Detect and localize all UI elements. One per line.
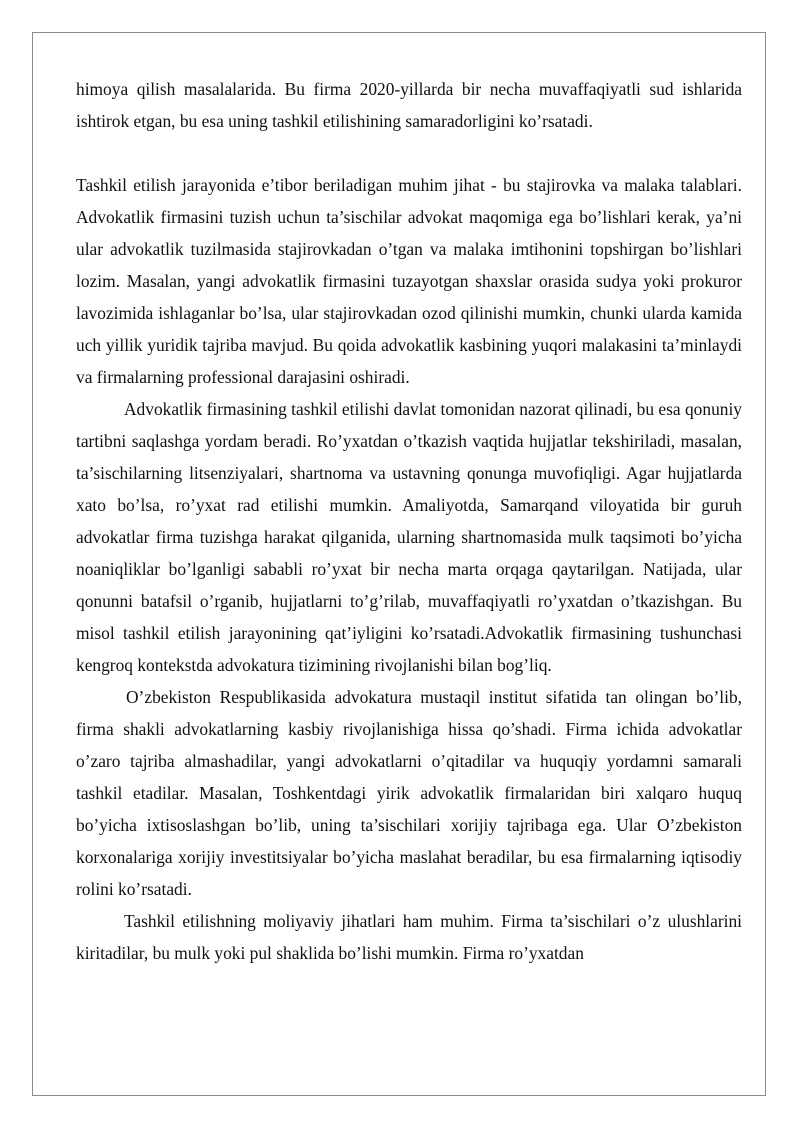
- paragraph: O’zbekiston Respublikasida advokatura mustaqil institut sifatida tan olingan bo’lib, firma shakli advokatlarning kasbiy rivojlanishiga hissa qo’shadi. Firma ichida advokatlar o’zaro tajriba almashadilar, yangi advokatlarni o’qitadilar va huquqiy yordamni samarali tashkil etadilar. Masalan, Toshkentdagi yirik advokatlik firmalaridan biri xalqaro huquq bo’yicha ixtisoslashgan bo’lib, uning ta’sischilari xorijiy tajribaga ega. Ular O’zbekiston korxonalariga xorijiy investitsiyalar bo’yicha maslahat beradilar, bu esa firmalarning iqtisodiy rolini ko’rsatadi.: [76, 687, 742, 899]
- paragraph: himoya qilish masalalarida. Bu firma 2020-yillarda bir necha muvaffaqiyatli sud ishlarida ishtirok etgan, bu esa uning tashkil etilishining samaradorligini ko’rsatadi.: [76, 79, 742, 131]
- paragraph: Tashkil etilish jarayonida e’tibor beriladigan muhim jihat - bu stajirovka va malaka talablari. Advokatlik firmasini tuzish uchun ta’sischilar advokat maqomiga ega bo’lishlari kerak, ya’ni ular advokatlik tuzilmasida stajirovkadan o’tgan va malaka imtihonini topshirgan bo’lishlari lozim. Masalan, yangi advokatlik firmasini tuzayotgan shaxslar orasida sudya yoki prokuror lavozimida ishlaganlar bo’lsa, ular stajirovkadan ozod qilinishi mumkin, chunki ularda kamida uch yillik yuridik tajriba mavjud. Bu qoida advokatlik kasbining yuqori malakasini ta’minlaydi va firmalarning professional darajasini oshiradi.: [76, 175, 742, 387]
- document-body: [76, 73, 742, 969]
- paragraph: Tashkil etilishning moliyaviy jihatlari ham muhim. Firma ta’sischilari o’z ulushlarini kiritadilar, bu mulk yoki pul shaklida bo’lishi mumkin. Firma ro’yxatdan: [76, 911, 742, 963]
- paragraph: Advokatlik firmasining tashkil etilishi davlat tomonidan nazorat qilinadi, bu esa qonuniy tartibni saqlashga yordam beradi. Ro’yxatdan o’tkazish vaqtida hujjatlar tekshiriladi, masalan, ta’sischilarning litsenziyalari, shartnoma va ustavning qonunga muvofiqligi. Agar hujjatlarda xato bo’lsa, ro’yxat rad etilishi mumkin. Amaliyotda, Samarqand viloyatida bir guruh advokatlar firma tuzishga harakat qilganida, ularning shartnomasida mulk taqsimoti bo’yicha noaniqliklar bo’lganligi sababli ro’yxat bir necha marta orqaga qaytarilgan. Natijada, ular qonunni batafsil o’rganib, hujjatlarni to’g’rilab, muvaffaqiyatli ro’yxatdan o’tkazishgan. Bu misol tashkil etilish jarayonining qat’iyligini ko’rsatadi.Advokatlik firmasining tushunchasi kengroq kontekstda advokatura tizimining rivojlanishi bilan bog’liq.: [76, 399, 742, 675]
